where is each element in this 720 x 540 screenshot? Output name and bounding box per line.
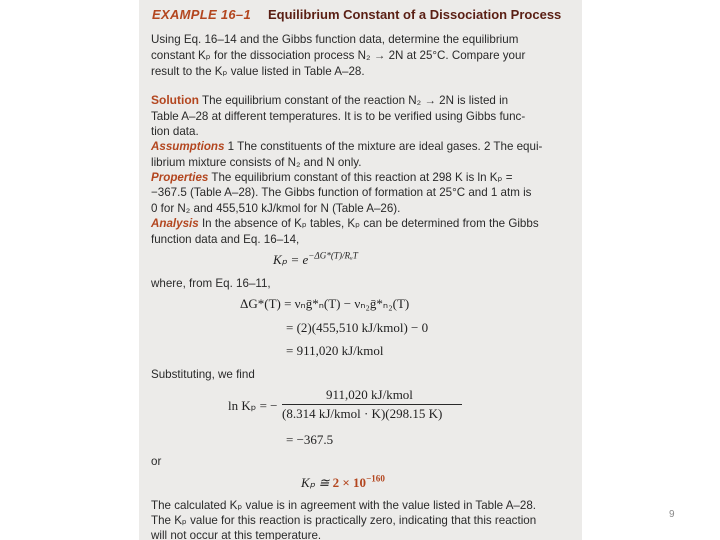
analysis-label: Analysis [151, 217, 199, 230]
properties-line-2: −367.5 (Table A–28). The Gibbs function of formation at 25°C and 1 atm is [151, 186, 532, 199]
discussion-line-1: The calculated Kₚ value is in agreement with the value listed in Table A–28. [151, 499, 536, 512]
example-title: Equilibrium Constant of a Dissociation Process [268, 7, 562, 22]
discussion-line-3: will not occur at this temperature. [151, 529, 322, 540]
kp-equation-exponent: −ΔG*(T)/RᵤT [308, 250, 358, 261]
page-number: 9 [669, 509, 675, 520]
where-text: where, from Eq. 16–11, [151, 277, 271, 290]
gibbs-equation-line-3: = 911,020 kJ/kmol [286, 343, 384, 358]
solution-line-3: tion data. [151, 125, 199, 138]
ln-kp-denominator: (8.314 kJ/kmol · K)(298.15 K) [282, 406, 443, 421]
ln-kp-numerator: 911,020 kJ/kmol [326, 387, 413, 402]
analysis-text-1: In the absence of Kₚ tables, Kₚ can be determined from the Gibbs [201, 217, 539, 230]
problem-line-3: result to the Kₚ value listed in Table A–28. [151, 65, 365, 78]
or-text: or [151, 455, 162, 468]
analysis-line-1 [151, 217, 539, 230]
properties-text-1: The equilibrium constant of this reaction at 298 K is ln Kₚ = [211, 171, 513, 184]
properties-line-1 [151, 171, 512, 184]
solution-text-1: The equilibrium constant of the reaction N₂ → 2N is listed in [202, 94, 509, 107]
assumptions-label: Assumptions [151, 140, 225, 153]
kp-equation-lhs: Kₚ = e [273, 252, 309, 267]
substituting-text: Substituting, we find [151, 368, 255, 381]
final-kp-equation [301, 475, 385, 491]
solution-line-1 [151, 94, 508, 107]
final-kp-value: 2 × 10 [332, 475, 367, 490]
solution-line-2: Table A–28 at different temperatures. It is to be verified using Gibbs func- [151, 110, 526, 123]
assumptions-line-2: librium mixture consists of N₂ and N only. [151, 156, 362, 169]
final-kp-exponent: −160 [366, 473, 385, 484]
gibbs-equation-line-2: = (2)(455,510 kJ/kmol) − 0 [286, 320, 429, 335]
discussion-line-2: The Kₚ value for this reaction is practically zero, indicating that this reaction [151, 514, 537, 527]
properties-line-3: 0 for N₂ and 455,510 kJ/kmol for N (Table A–26). [151, 202, 401, 215]
final-kp-lhs: Kₚ ≅ [301, 475, 330, 490]
assumptions-text-1: 1 The constituents of the mixture are ideal gases. 2 The equi- [227, 140, 543, 153]
properties-label: Properties [151, 171, 209, 184]
ln-kp-lhs: ln Kₚ = − [228, 398, 278, 413]
assumptions-line-1 [151, 140, 542, 153]
problem-line-1: Using Eq. 16–14 and the Gibbs function data, determine the equilibrium [151, 33, 519, 46]
kp-equation [273, 252, 358, 268]
textbook-page-scan [139, 0, 582, 540]
problem-line-2: constant Kₚ for the dissociation process N₂ → 2N at 25°C. Compare your [151, 49, 526, 62]
fraction-bar [282, 404, 462, 405]
ln-kp-result: = −367.5 [286, 432, 334, 447]
solution-label: Solution [151, 93, 199, 107]
analysis-line-2: function data and Eq. 16–14, [151, 233, 300, 246]
example-label: EXAMPLE 16–1 [152, 7, 251, 22]
gibbs-equation-line-1: ΔG*(T) = νₙḡ*ₙ(T) − νₙ₂ḡ*ₙ₂(T) [240, 296, 410, 311]
